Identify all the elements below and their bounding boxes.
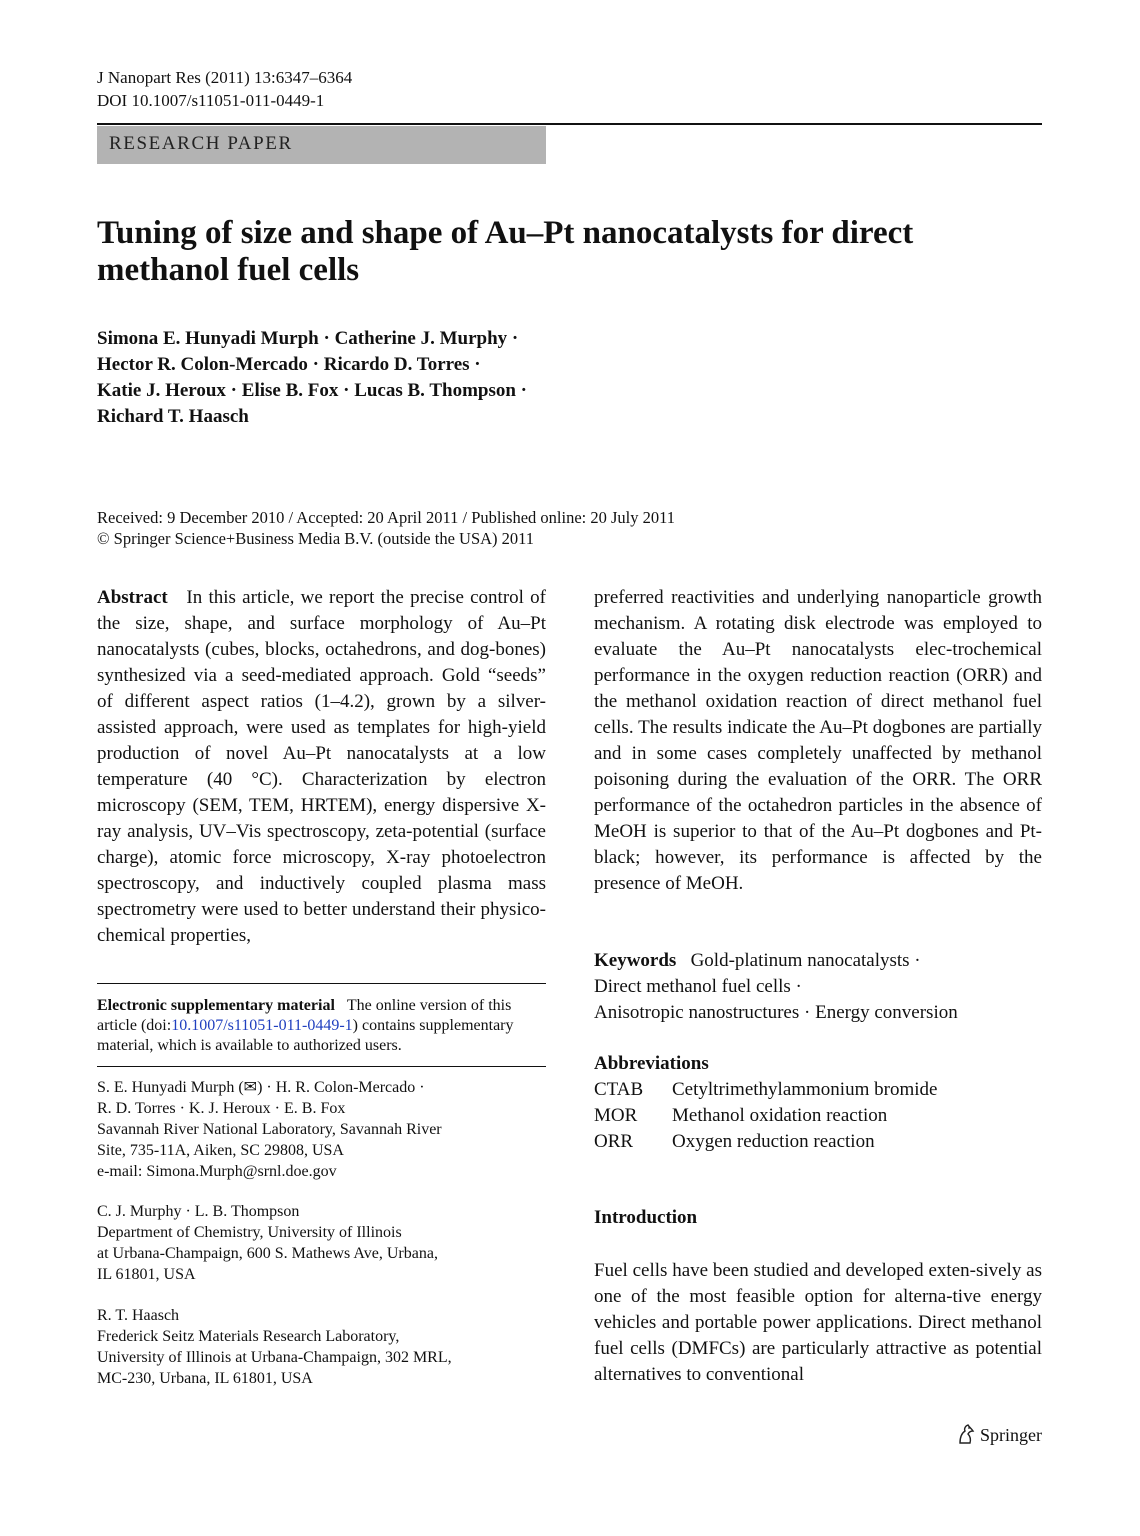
introduction-body <box>594 1258 1042 1388</box>
abstract-right-column <box>594 585 1042 897</box>
keyword-line: Anisotropic nanostructures · Energy conversion <box>594 1002 958 1023</box>
keywords <box>594 948 1042 1026</box>
esm-label: Electronic supplementary material <box>97 997 335 1014</box>
abbreviation-definition: Oxygen reduction reaction <box>672 1131 875 1152</box>
esm-rule <box>97 1066 546 1067</box>
header-rule <box>97 123 1042 125</box>
abstract-text-right: preferred reactivities and underlying nanoparticle growth mechanism. A rotating disk electrode was employed to evaluate the Au–Pt nanocatalysts elec-trochemical performance in the oxygen reduction reaction (ORR) and the methanol oxidation reaction of direct methanol fuel cells. The results indicate the Au–Pt dogbones are partially and in some cases completely unaffected by methanol poisoning during the evaluation of the ORR. The ORR performance of the octahedron particles in the absence of MeOH is superior to that of the Au–Pt dogbones and Pt-black; however, its performance is affected by the presence of MeOH. <box>594 587 1042 894</box>
affiliation-line: at Urbana-Champaign, 600 S. Mathews Ave, Urbana, <box>97 1245 438 1262</box>
author-list <box>97 326 657 430</box>
abbreviation-definition: Cetyltrimethylammonium bromide <box>672 1079 938 1100</box>
abbreviation-term: MOR <box>594 1105 638 1126</box>
affiliation-line: University of Illinois at Urbana-Champaign, 302 MRL, <box>97 1349 452 1366</box>
affiliation-line: C. J. Murphy · L. B. Thompson <box>97 1203 300 1220</box>
author-line: Hector R. Colon-Mercado · Ricardo D. Torres · <box>97 354 481 375</box>
author-line: Simona E. Hunyadi Murph · Catherine J. Murphy · <box>97 328 519 349</box>
affiliation-line: Savannah River National Laboratory, Savannah River <box>97 1121 442 1138</box>
supplementary-note <box>97 996 546 1056</box>
author-line: Katie J. Heroux · Elise B. Fox · Lucas B. Thompson · <box>97 380 528 401</box>
affiliation-line: IL 61801, USA <box>97 1266 196 1283</box>
introduction-heading: Introduction <box>594 1207 698 1228</box>
affiliation-line: Department of Chemistry, University of Illinois <box>97 1224 402 1241</box>
affiliation-email[interactable]: e-mail: Simona.Murph@srnl.doe.gov <box>97 1163 337 1180</box>
abbreviation-row <box>594 1129 875 1155</box>
affiliation-block <box>97 1201 546 1285</box>
abbreviation-row <box>594 1077 937 1103</box>
article-title: Tuning of size and shape of Au–Pt nanocatalysts for direct methanol fuel cells <box>97 215 914 288</box>
section-label: RESEARCH PAPER <box>109 133 293 154</box>
affiliation-line: Site, 735-11A, Aiken, SC 29808, USA <box>97 1142 344 1159</box>
affiliation-line: S. E. Hunyadi Murph (✉) · H. R. Colon-Mercado · <box>97 1079 425 1096</box>
springer-horse-icon <box>956 1423 976 1445</box>
affiliation-block <box>97 1077 546 1182</box>
abstract-left-column <box>97 585 546 949</box>
esm-text: The online version of this article (doi: <box>97 997 512 1034</box>
journal-citation: J Nanopart Res (2011) 13:6347–6364 <box>97 68 353 87</box>
keywords-label: Keywords <box>594 950 677 971</box>
publication-dates: Received: 9 December 2010 / Accepted: 20 April 2011 / Published online: 20 July 2011 <box>97 508 676 527</box>
publisher-logo <box>956 1422 1042 1448</box>
keyword-line: Gold-platinum nanocatalysts · <box>690 950 921 971</box>
abbreviation-term: ORR <box>594 1131 634 1152</box>
affiliation-line: R. D. Torres · K. J. Heroux · E. B. Fox <box>97 1100 346 1117</box>
affiliation-line: R. T. Haasch <box>97 1307 180 1324</box>
abstract-text-left: In this article, we report the precise control of the size, shape, and surface morphology of Au–Pt nanocatalysts (cubes, blocks, octahedrons, and dog-bones) synthesized via a seed-mediated approach. Gold “seeds” of different aspect ratios (1–4.2), grown by a silver-assisted approach, were used as templates for high-yield production of novel Au–Pt nanocatalysts at a low temperature (40 °C). Characterization by electron microscopy (SEM, TEM, HRTEM), energy dispersive X-ray analysis, UV–Vis spectroscopy, zeta-potential (surface charge), atomic force microscopy, X-ray photoelectron spectroscopy, and inductively coupled plasma mass spectrometry were used to better understand their physico-chemical properties, <box>97 587 546 946</box>
copyright-line: © Springer Science+Business Media B.V. (outside the USA) 2011 <box>97 529 535 548</box>
footnote-rule <box>97 983 546 984</box>
abbreviation-definition: Methanol oxidation reaction <box>672 1105 888 1126</box>
article-doi: DOI 10.1007/s11051-011-0449-1 <box>97 91 325 110</box>
affiliation-line: Frederick Seitz Materials Research Laboratory, <box>97 1328 400 1345</box>
abbreviations-heading: Abbreviations <box>594 1053 709 1074</box>
esm-doi-link[interactable]: 10.1007/s11051-011-0449-1 <box>171 1017 353 1034</box>
introduction-text: Fuel cells have been studied and developed exten-sively as one of the most feasible option for alterna-tive energy vehicles and portable power applications. Direct methanol fuel cells (DMFCs) are particularly attractive as potential alternatives to conventional <box>594 1260 1042 1385</box>
publisher-name: Springer <box>980 1425 1042 1445</box>
section-banner <box>97 126 546 164</box>
author-line: Richard T. Haasch <box>97 406 249 427</box>
abstract-label: Abstract <box>97 587 168 608</box>
affiliation-line: MC-230, Urbana, IL 61801, USA <box>97 1370 313 1387</box>
esm-text-end: ) contains supplementary material, which is available to authorized users. <box>97 1017 514 1054</box>
affiliation-block <box>97 1305 546 1389</box>
keyword-line: Direct methanol fuel cells · <box>594 976 802 997</box>
abbreviation-row <box>594 1103 887 1129</box>
abbreviation-term: CTAB <box>594 1079 644 1100</box>
